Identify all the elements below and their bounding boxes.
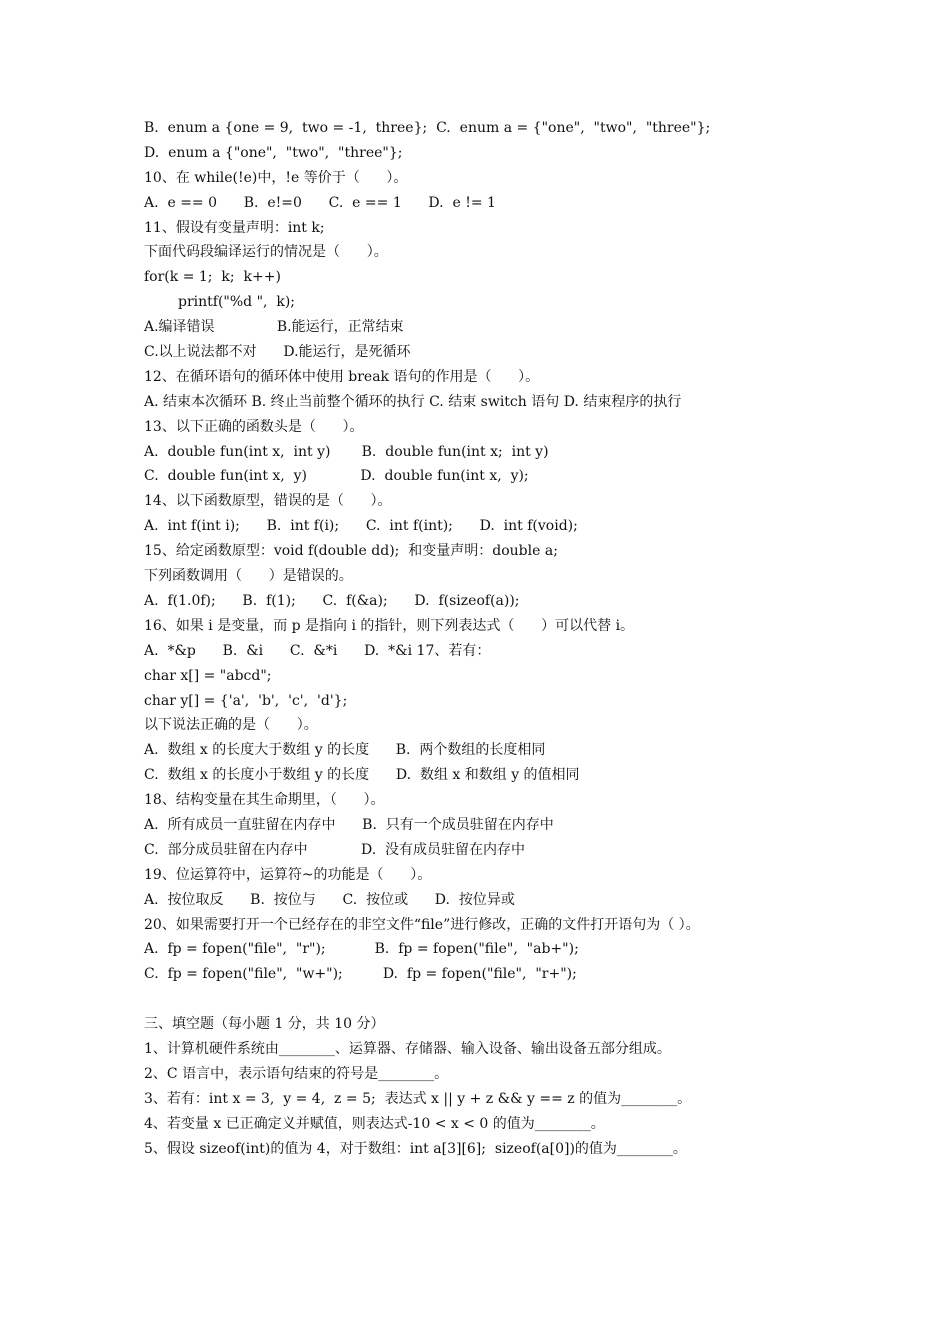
text-line: A. 数组 x 的长度大于数组 y 的长度 B. 两个数组的长度相同 (144, 742, 546, 759)
text-line: A. e == 0 B. e!=0 C. e == 1 D. e != 1 (144, 194, 496, 211)
text-line: D. enum a {"one", "two", "three"}; (144, 144, 403, 161)
text-line: A. 所有成员一直驻留在内存中 B. 只有一个成员驻留在内存中 (144, 816, 554, 833)
text-line: 下列函数调用（ ）是错误的。 (144, 568, 353, 585)
text-line: 11、假设有变量声明：int k; (144, 219, 325, 236)
text-line: 19、位运算符中，运算符~的功能是（ ）。 (144, 866, 432, 883)
text-line: 3、若有：int x = 3, y = 4, z = 5; 表达式 x || y + z && y == z 的值为________。 (144, 1090, 692, 1107)
text-line: 以下说法正确的是（ ）。 (144, 717, 318, 734)
question-lines-part1 (144, 116, 806, 290)
q12-options: A. 结束本次循环 B. 终止当前整个循环的执行 C. 结束 switch 语句 D. 结束程序的执行 (144, 393, 682, 410)
text-line: 4、若变量 x 已正确定义并赋值，则表达式-10 < x < 0 的值为________。 (144, 1115, 605, 1132)
text-line: char y[] = {'a', 'b', 'c', 'd'}; (144, 692, 348, 709)
q20-text: 20、如果需要打开一个已经存在的非空文件“file”进行修改，正确的文件打开语句为（ ）。 (144, 916, 700, 933)
text-line: A. double fun(int x, int y) B. double fun(int x; int y) (144, 443, 549, 460)
text-line: 16、如果 i 是变量，而 p 是指向 i 的指针，则下列表达式（ ）可以代替 i。 (144, 617, 635, 634)
text-line: A. fp = fopen("file", "r"); B. fp = fopen("file", "ab+"); (144, 941, 579, 958)
text-line: 1、计算机硬件系统由________、运算器、存储器、输入设备、输出设备五部分组成。 (144, 1040, 671, 1057)
text-line: 5、假设 sizeof(int)的值为 4，对于数组：int a[3][6]; sizeof(a[0])的值为________。 (144, 1140, 687, 1157)
text-line: C. 部分成员驻留在内存中 D. 没有成员驻留在内存中 (144, 841, 526, 858)
question-lines-part4 (144, 937, 806, 987)
text-line: A. int f(int i); B. int f(i); C. int f(int); D. int f(void); (144, 518, 578, 535)
text-line: C. double fun(int x, y) D. double fun(int x, y); (144, 468, 529, 485)
text-line: 10、在 while(!e)中，!e 等价于（ ）。 (144, 169, 408, 186)
text-line: 15、给定函数原型：void f(double dd); 和变量声明：double a; (144, 543, 558, 560)
section-gap (144, 987, 806, 1012)
document-page (144, 116, 806, 1161)
text-line: A. f(1.0f); B. f(1); C. f(&a); D. f(sizeof(a)); (144, 592, 520, 609)
text-line: 14、以下函数原型，错误的是（ ）。 (144, 493, 392, 510)
fill-blank-list (144, 1037, 806, 1161)
text-line: 18、结构变量在其生命期里，（ ）。 (144, 792, 385, 809)
text-line: C. fp = fopen("file", "w+"); D. fp = fopen("file", "r+"); (144, 966, 577, 983)
text-line: 2、C 语言中，表示语句结束的符号是________。 (144, 1065, 449, 1082)
text-line: C. 数组 x 的长度小于数组 y 的长度 D. 数组 x 和数组 y 的值相同 (144, 767, 580, 784)
text-line: A. *&p B. &i C. &*i D. *&i 17、若有： (144, 642, 491, 659)
text-line: A.编译错误 B.能运行，正常结束 (144, 319, 404, 336)
question-lines-part3 (144, 415, 806, 913)
section-title: 三、填空题（每小题 1 分，共 10 分） (144, 1016, 385, 1033)
question-lines-part2 (144, 315, 806, 390)
text-line: for(k = 1; k; k++) (144, 269, 281, 286)
text-line: 12、在循环语句的循环体中使用 break 语句的作用是（ ）。 (144, 368, 540, 385)
text-line: char x[] = "abcd"; (144, 667, 272, 684)
text-line: B. enum a {one = 9, two = -1, three}; C. enum a = {"one", "two", "three"}; (144, 120, 711, 136)
code-line: printf("%d ", k); (178, 294, 296, 311)
text-line: 下面代码段编译运行的情况是（ ）。 (144, 244, 388, 261)
text-line: A. 按位取反 B. 按位与 C. 按位或 D. 按位异或 (144, 891, 515, 908)
text-line: C.以上说法都不对 D.能运行，是死循环 (144, 344, 411, 361)
text-line: 13、以下正确的函数头是（ ）。 (144, 418, 364, 435)
